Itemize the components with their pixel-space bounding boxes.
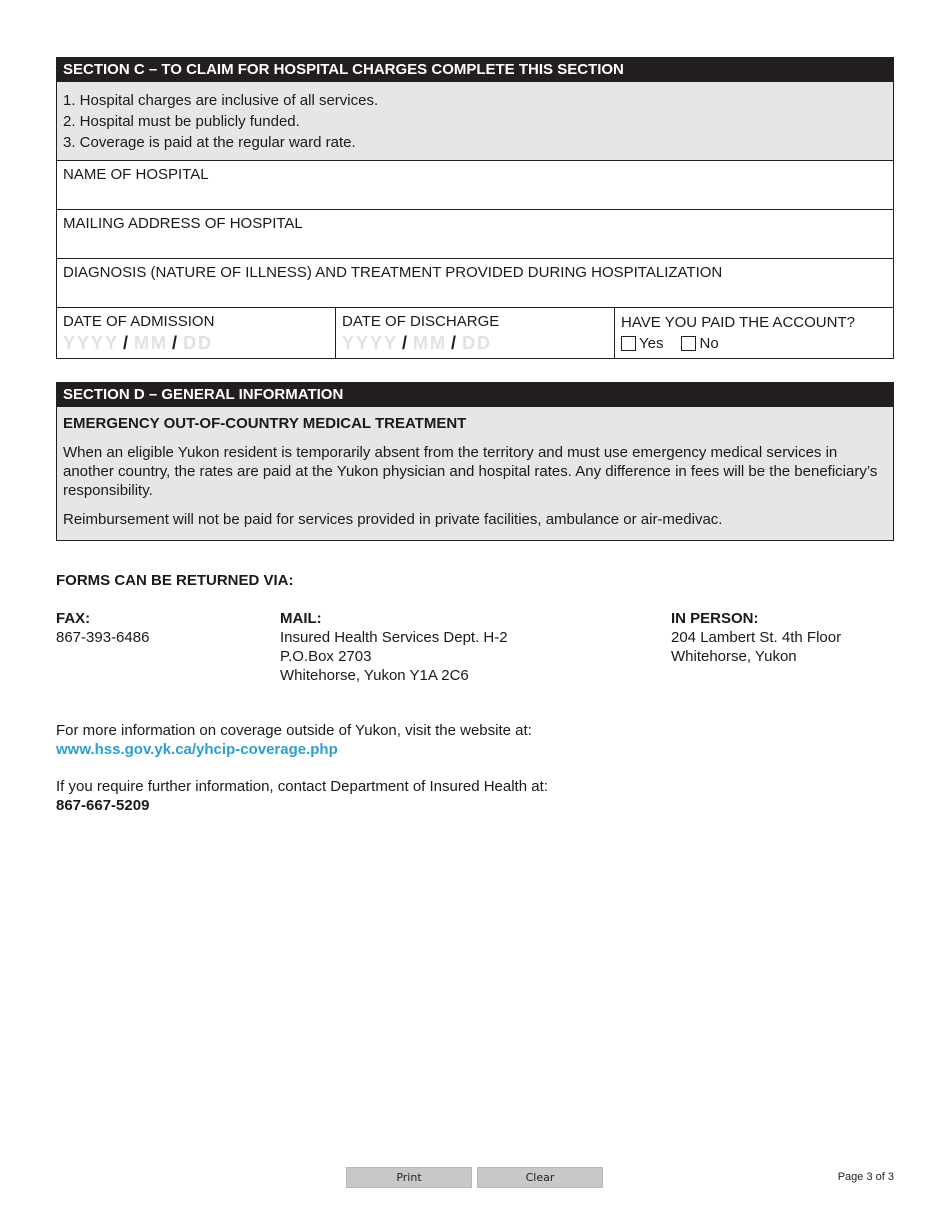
discharge-month-placeholder: MM: [413, 333, 448, 353]
in-person-block: [671, 609, 841, 666]
page-number: Page 3 of 3: [837, 1171, 894, 1183]
date-separator: /: [402, 333, 410, 353]
diagnosis-label: DIAGNOSIS (NATURE OF ILLNESS) AND TREATMENT PROVIDED DURING HOSPITALIZATION: [63, 264, 723, 281]
section-d-body: [57, 407, 893, 540]
mail-line: P.O.Box 2703: [280, 648, 372, 665]
paid-account-options: [621, 335, 887, 352]
date-separator: /: [451, 333, 459, 353]
fax-number: 867-393-6486: [56, 629, 150, 646]
paid-no-option[interactable]: [681, 335, 736, 352]
contact-text: If you require further information, contact Department of Insured Health at:: [56, 778, 548, 795]
mail-block: [280, 609, 508, 685]
section-d-subheader: EMERGENCY OUT-OF-COUNTRY MEDICAL TREATMENT: [63, 415, 467, 432]
section-d-paragraph: Reimbursement will not be paid for services provided in private facilities, ambulance or air-medivac.: [63, 511, 723, 528]
mail-label: MAIL:: [280, 610, 322, 627]
mailing-address-field[interactable]: [57, 210, 893, 259]
paid-no-label: No: [699, 335, 719, 352]
section-d: [56, 382, 894, 541]
section-d-header: SECTION D – GENERAL INFORMATION: [57, 383, 893, 407]
contact-info: [56, 777, 548, 815]
returns-title: FORMS CAN BE RETURNED VIA:: [56, 572, 294, 589]
section-c: [56, 57, 894, 359]
mail-line: Whitehorse, Yukon Y1A 2C6: [280, 667, 469, 684]
discharge-date-label: DATE OF DISCHARGE: [342, 313, 500, 330]
section-c-header: SECTION C – TO CLAIM FOR HOSPITAL CHARGES COMPLETE THIS SECTION: [57, 58, 893, 82]
admission-date-label: DATE OF ADMISSION: [63, 313, 215, 330]
clear-button[interactable]: Clear: [477, 1167, 603, 1188]
date-separator: /: [172, 333, 180, 353]
paid-yes-checkbox[interactable]: [621, 336, 636, 351]
fax-block: [56, 609, 149, 647]
date-separator: /: [123, 333, 131, 353]
note-item: 1. Hospital charges are inclusive of all services.: [63, 92, 379, 109]
paid-account-field: [615, 308, 893, 358]
discharge-year-placeholder: YYYY: [342, 333, 399, 353]
print-button[interactable]: Print: [346, 1167, 472, 1188]
contact-phone: 867-667-5209: [56, 797, 150, 814]
in-person-label: IN PERSON:: [671, 610, 759, 627]
admission-month-placeholder: MM: [134, 333, 169, 353]
admission-date-field[interactable]: [57, 308, 336, 358]
website-link[interactable]: www.hss.gov.yk.ca/yhcip-coverage.php: [56, 741, 338, 758]
diagnosis-field[interactable]: [57, 259, 893, 308]
website-info: [56, 721, 532, 759]
admission-date-input[interactable]: [63, 333, 329, 353]
note-item: 2. Hospital must be publicly funded.: [63, 113, 300, 130]
admission-year-placeholder: YYYY: [63, 333, 120, 353]
admission-day-placeholder: DD: [183, 333, 214, 353]
dates-row: [57, 308, 893, 358]
section-c-notes: [57, 82, 893, 161]
discharge-day-placeholder: DD: [462, 333, 493, 353]
in-person-line: Whitehorse, Yukon: [671, 648, 797, 665]
mailing-address-label: MAILING ADDRESS OF HOSPITAL: [63, 215, 303, 232]
paid-yes-option[interactable]: [621, 335, 681, 352]
website-text: For more information on coverage outside of Yukon, visit the website at:: [56, 722, 532, 739]
paid-yes-label: Yes: [639, 335, 664, 352]
discharge-date-input[interactable]: [342, 333, 608, 353]
in-person-line: 204 Lambert St. 4th Floor: [671, 629, 842, 646]
name-of-hospital-label: NAME OF HOSPITAL: [63, 166, 209, 183]
name-of-hospital-field[interactable]: [57, 161, 893, 210]
fax-label: FAX:: [56, 610, 91, 627]
paid-account-label: HAVE YOU PAID THE ACCOUNT?: [621, 314, 855, 331]
mail-line: Insured Health Services Dept. H-2: [280, 629, 508, 646]
section-d-paragraph: When an eligible Yukon resident is temporarily absent from the territory and must use emergency medical services in another country, the rates are paid at the Yukon physician and hospital rates. Any difference in fees will be the beneficiary’s responsibility.: [63, 444, 878, 499]
discharge-date-field[interactable]: [336, 308, 615, 358]
note-item: 3. Coverage is paid at the regular ward rate.: [63, 134, 356, 151]
paid-no-checkbox[interactable]: [681, 336, 696, 351]
